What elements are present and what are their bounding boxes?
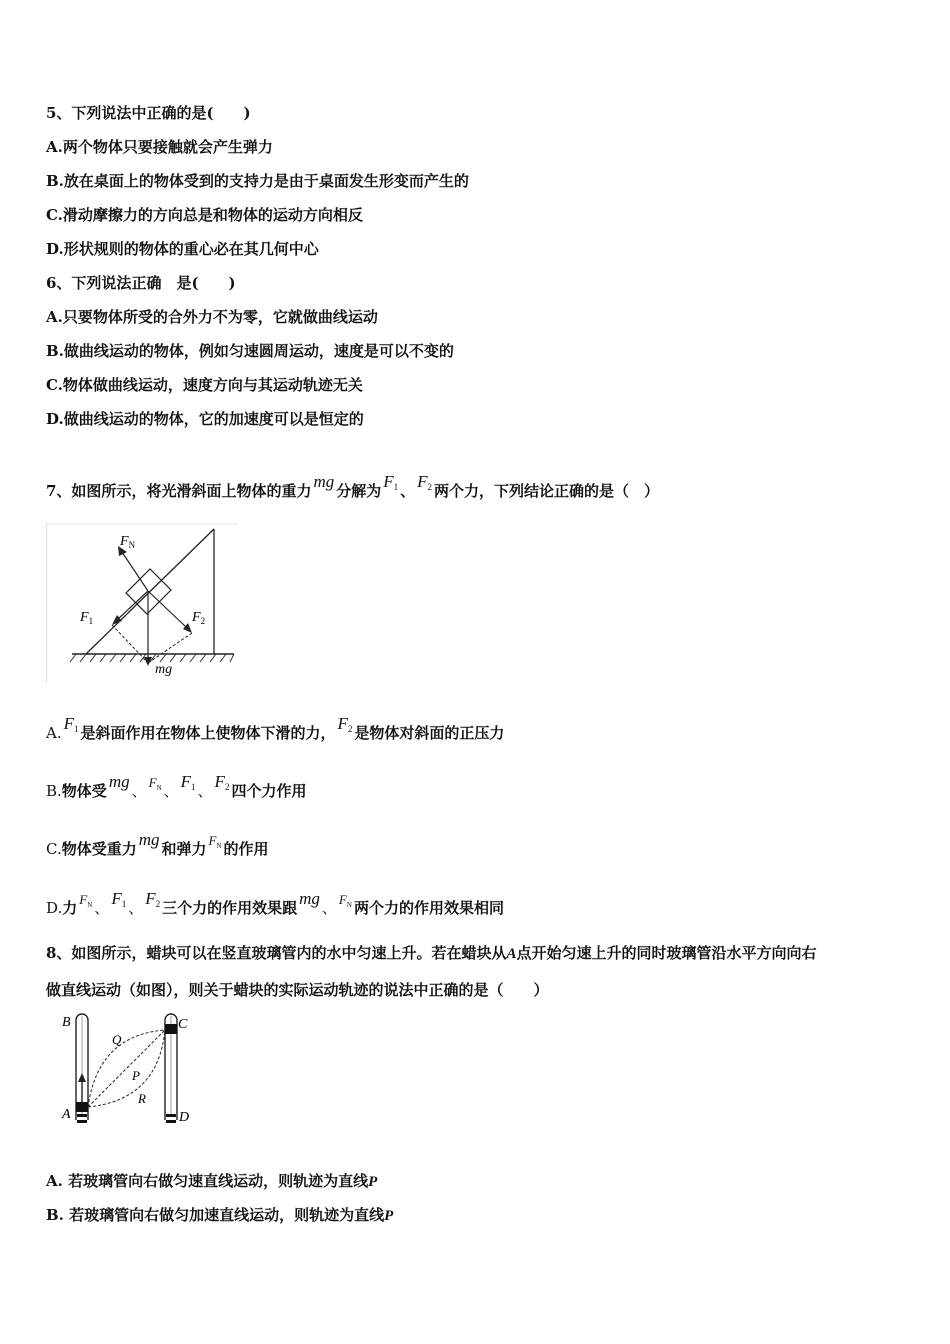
- option-text: A. 若玻璃管向右做匀速直线运动，则轨迹为直线: [46, 1172, 369, 1190]
- symbol-p: P: [384, 1208, 394, 1224]
- option-letter: C.: [46, 840, 62, 858]
- option-letter: A.: [46, 724, 62, 742]
- option-letter: A.: [46, 138, 63, 156]
- option-letter: D.: [46, 410, 64, 428]
- option-letter: D.: [46, 240, 64, 258]
- option-text: 四个力作用: [231, 782, 307, 800]
- q5-option-d: [46, 239, 319, 259]
- symbol-f1: F1: [63, 714, 79, 734]
- label-a: A: [62, 1107, 71, 1122]
- symbol-mg: mg: [138, 830, 160, 849]
- separator: 、: [321, 899, 337, 917]
- label-mg: mg: [155, 662, 173, 677]
- stem-text: 点开始匀速上升的同时玻璃管沿水平方向向右: [516, 944, 817, 962]
- option-text: 是斜面作用在物体上使物体下滑的力，: [80, 724, 336, 742]
- dashed-line-f2: [148, 633, 192, 663]
- separator: 、: [131, 782, 147, 800]
- option-letter: D.: [46, 899, 63, 917]
- glass-tube-diagram: [58, 1010, 198, 1135]
- q5-option-b: [46, 171, 469, 191]
- separator: 、: [94, 899, 110, 917]
- option-text: 放在桌面上的物体受到的支持力是由于桌面发生形变而产生的: [63, 172, 469, 190]
- symbol-fn: $F_N$: [148, 775, 162, 792]
- option-letter: B.: [46, 172, 64, 190]
- q7-stem-pre: 7、如图所示，将光滑斜面上物体的重力: [46, 482, 312, 500]
- label-b: B: [62, 1015, 71, 1030]
- option-letter: C.: [46, 376, 63, 394]
- ground-hatching: [70, 654, 234, 662]
- symbol-f1: F1: [180, 772, 196, 792]
- q7-option-d: [46, 889, 504, 924]
- label-f2: $F_2$: [192, 610, 206, 626]
- incline-force-diagram: [46, 523, 241, 685]
- q6-option-c: [46, 375, 363, 395]
- velocity-arrowhead: [78, 1073, 86, 1082]
- q6-option-b: [46, 341, 454, 361]
- option-text: 物体做曲线运动，速度方向与其运动轨迹无关: [62, 376, 363, 394]
- symbol-f2: F2: [337, 714, 353, 734]
- label-p: P: [132, 1068, 140, 1083]
- left-tube-base-mark: [77, 1120, 87, 1123]
- symbol-f2: F2: [417, 472, 433, 492]
- option-letter: B.: [46, 782, 62, 800]
- option-text: 和弹力: [161, 840, 207, 858]
- option-text: 力: [62, 899, 78, 917]
- wax-block-a: [76, 1102, 88, 1112]
- label-r: R: [138, 1091, 146, 1106]
- option-letter: C.: [46, 206, 63, 224]
- q8-option-b: [46, 1205, 393, 1226]
- option-text: 三个力的作用效果跟: [162, 899, 298, 917]
- q5-option-a: [46, 137, 273, 157]
- option-text: 做曲线运动的物体，它的加速度可以是恒定的: [63, 410, 364, 428]
- separator: 、: [163, 782, 179, 800]
- option-text: 滑动摩擦力的方向总是和物体的运动方向相反: [62, 206, 363, 224]
- q6-stem: 6、下列说法正确 是( ): [46, 274, 236, 292]
- f2-vector: [148, 591, 186, 627]
- option-letter: A.: [46, 308, 63, 326]
- symbol-f2: F2: [214, 772, 230, 792]
- option-text: 形状规则的物体的重心必在其几何中心: [63, 240, 319, 258]
- q6-option-a: [46, 307, 378, 327]
- symbol-p: P: [368, 1174, 378, 1190]
- q7-option-a: [46, 714, 505, 748]
- q7-stem: [46, 472, 660, 506]
- option-letter: B.: [46, 342, 64, 360]
- option-text: 只要物体所受的合外力不为零，它就做曲线运动: [62, 308, 378, 326]
- symbol-fn: $F_N$: [208, 833, 222, 850]
- dashed-line-f1: [112, 625, 148, 663]
- symbol-fn: $F_N$: [338, 892, 352, 909]
- q7-option-b: [46, 772, 307, 807]
- option-text: 物体受: [61, 782, 107, 800]
- symbol-mg: mg: [299, 889, 320, 908]
- point-a: A: [506, 946, 517, 962]
- stem-text: 8、如图所示，蜡块可以在竖直玻璃管内的水中匀速上升。若在蜡块从: [46, 944, 507, 962]
- option-text: 是物体对斜面的正压力: [354, 724, 505, 742]
- label-d: D: [179, 1110, 190, 1125]
- q8-stem-line2: 做直线运动（如图），则关于蜡块的实际运动轨迹的说法中正确的是（ ）: [46, 981, 549, 999]
- q7-stem-sep: 、: [400, 482, 416, 500]
- label-f1: $F_1$: [80, 610, 94, 626]
- fn-vector: [122, 552, 148, 591]
- right-tube-base-mark: [166, 1120, 176, 1123]
- q7-stem-post: 两个力，下列结论正确的是（ ）: [434, 482, 660, 500]
- left-tube-base-mark: [77, 1114, 87, 1117]
- label-c: C: [178, 1017, 188, 1032]
- right-tube-base-mark: [166, 1114, 176, 1117]
- separator: 、: [128, 899, 144, 917]
- f1-vector: [118, 591, 148, 619]
- label-q: Q: [112, 1032, 122, 1047]
- q8-option-a: [46, 1171, 377, 1192]
- option-text: 两个力的作用效果相同: [353, 899, 504, 917]
- q5-stem: 5、下列说法中正确的是( ): [46, 104, 251, 122]
- separator: 、: [197, 782, 213, 800]
- incline-surface: [86, 529, 214, 654]
- option-text: 两个物体只要接触就会产生弹力: [62, 138, 273, 156]
- symbol-mg: mg: [108, 772, 130, 791]
- symbol-mg: mg: [313, 472, 335, 491]
- q6-option-d: [46, 409, 364, 429]
- symbol-f1: F1: [111, 889, 127, 909]
- label-fn: $F_N$: [120, 534, 136, 550]
- option-text: 的作用: [223, 840, 269, 858]
- symbol-f1: F1: [383, 472, 399, 492]
- q5-option-c: [46, 205, 363, 225]
- symbol-fn: $F_N$: [79, 892, 93, 909]
- option-text: 物体受重力: [61, 840, 137, 858]
- symbol-f2: F2: [145, 889, 161, 909]
- q8-stem-line1: [46, 943, 816, 964]
- option-text: B. 若玻璃管向右做匀加速直线运动，则轨迹为直线: [46, 1206, 385, 1224]
- q7-stem-mid: 分解为: [336, 482, 382, 500]
- q7-option-c: [46, 830, 269, 865]
- option-text: 做曲线运动的物体，例如匀速圆周运动，速度是可以不变的: [63, 342, 454, 360]
- wax-block-c: [165, 1024, 177, 1034]
- f2-arrowhead: [183, 623, 192, 633]
